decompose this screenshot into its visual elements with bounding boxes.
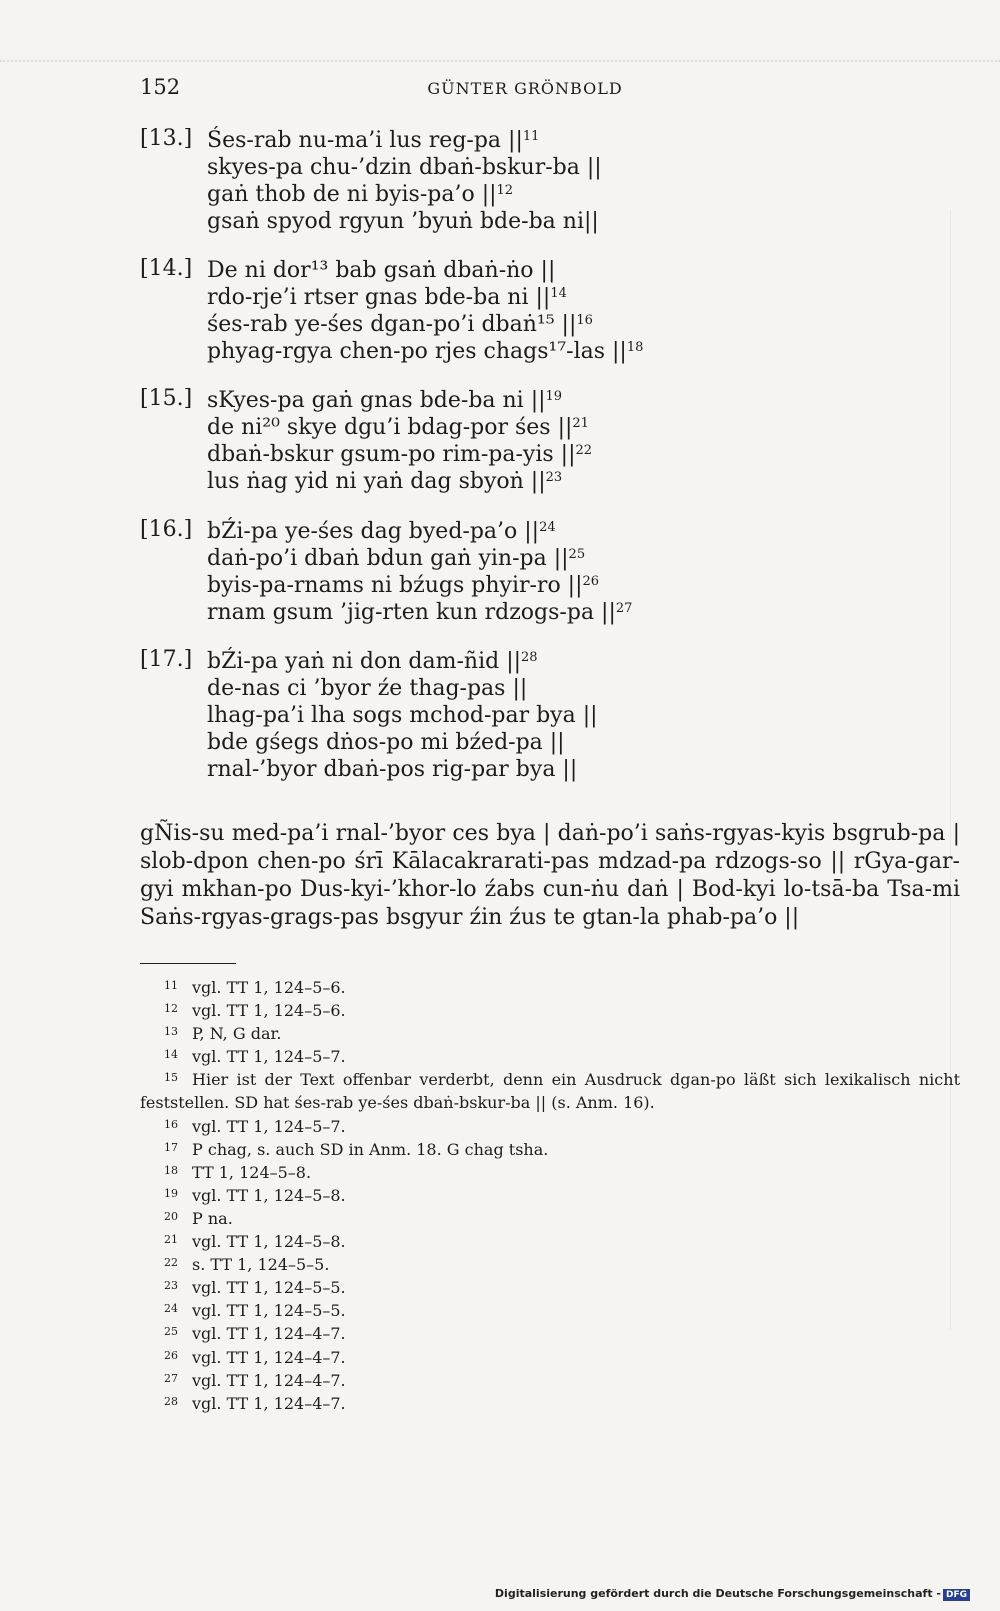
verse-line: sKyes-pa gaṅ gnas bde-ba ni $||^{19}$: [207, 388, 563, 413]
colophon-text: gÑis-su med-pa’i rnal-’byor ces bya | daṅ-po’i saṅs-rgyas-kyis bsgrub-pa | slob-dpon chen-po śrī Kālacakrarati-pas mdzad-pa rdzogs-so || rGya-gar-gyi mkhan-po Dus-kyi-’khor-lo źabs cun-ṅu daṅ | Bod-kyi lo-tsā-ba Tsa-mi Saṅs-rgyas-grags-pas bsgyur źin źus te gtan-la phab-pa’o ||: [140, 821, 960, 930]
footnote: 24 vgl. TT 1, 124–5–5.: [164, 1301, 346, 1321]
stanza-number: [13.]: [140, 126, 193, 151]
verse-line: daṅ-po’i dbaṅ bdun gaṅ yin-pa $||^{25}$: [207, 546, 586, 571]
running-head-author: GÜNTER GRÖNBOLD: [427, 79, 623, 98]
footnote: 11 vgl. TT 1, 124–5–6.: [164, 978, 346, 997]
dfg-logo-icon: DFG: [943, 1589, 970, 1601]
colophon-paragraph: [140, 820, 960, 932]
verse-line: lhag-pa’i lha sogs mchod-par bya ||: [207, 703, 598, 728]
verse-line: de ni²⁰ skye dgu’i bdag-por śes $||^{21}$: [207, 415, 589, 440]
verse-line: dbaṅ-bskur gsum-po rim-pa-yis $||^{22}$: [207, 442, 593, 467]
footnote: 17 P chag, s. auch SD in Anm. 18. G chag tsha.: [164, 1139, 549, 1159]
verse-line: bŹi-pa ye-śes dag byed-pa’o $||^{24}$: [207, 519, 556, 544]
footnote-rule: [140, 963, 236, 964]
footnote: 16 vgl. TT 1, 124–5–7.: [164, 1116, 346, 1136]
footnote: 14 vgl. TT 1, 124–5–7.: [164, 1047, 346, 1067]
footnote: 27 vgl. TT 1, 124–4–7.: [164, 1370, 346, 1390]
page-number: 152: [140, 75, 181, 99]
stanza-number: [14.]: [140, 256, 193, 281]
footnote: 22 s. TT 1, 124–5–5.: [164, 1255, 330, 1275]
verse-line: bde gśegs dṅos-po mi bźed-pa ||: [207, 730, 565, 755]
stanza-number: [16.]: [140, 517, 193, 542]
footnotes: [140, 976, 960, 1415]
verse-line: skyes-pa chu-’dzin dbaṅ-bskur-ba ||: [207, 155, 602, 180]
stanza-number: [17.]: [140, 647, 193, 672]
scan-dotted-line: [0, 60, 1000, 62]
footnote: 18 TT 1, 124–5–8.: [164, 1162, 312, 1182]
verse-line: De ni dor¹³ bab gsaṅ dbaṅ-ṅo ||: [207, 258, 556, 283]
verse-line: byis-pa-rnams ni bźugs phyir-ro $||^{26}$: [207, 573, 600, 598]
verse-line: lus ṅag yid ni yaṅ dag sbyoṅ $||^{23}$: [207, 469, 563, 494]
footnote: 19 vgl. TT 1, 124–5–8.: [164, 1185, 346, 1205]
footnote: 12 vgl. TT 1, 124–5–6.: [164, 1001, 346, 1021]
digitization-stamp: Digitalisierung gefördert durch die Deutsche Forschungsgemeinschaft - DFG: [495, 1587, 970, 1601]
verse-line: gaṅ thob de ni byis-pa’o $||^{12}$: [207, 182, 514, 207]
footnote: 13 P, N, G dar.: [164, 1024, 282, 1044]
footnote: 23 vgl. TT 1, 124–5–5.: [164, 1278, 346, 1298]
verse-line: śes-rab ye-śes dgan-po’i dbaṅ¹⁵ $||^{16}$: [207, 312, 593, 337]
footnote: 15 Hier ist der Text offenbar verderbt, denn ein Ausdruck dgan-po läßt sich lexikalisch nicht feststellen. SD hat śes-rab ye-śes dbaṅ-bskur-ba || (s. Anm. 16).: [140, 1070, 960, 1113]
verse-line: rnal-’byor dbaṅ-pos rig-par bya ||: [207, 757, 578, 782]
footnote: 28 vgl. TT 1, 124–4–7.: [164, 1393, 346, 1413]
verse-line: bŹi-pa yaṅ ni don dam-ñid $||^{28}$: [207, 649, 538, 674]
footnote: 25 vgl. TT 1, 124–4–7.: [164, 1324, 346, 1344]
verse-line: Śes-rab nu-ma’i lus reg-pa $||^{11}$: [207, 128, 540, 153]
verse-line: gsaṅ spyod rgyun ’byuṅ bde-ba ni||: [207, 209, 599, 234]
verse-line: de-nas ci ’byor źe thag-pas ||: [207, 676, 528, 701]
verse-line: phyag-rgya chen-po rjes chags¹⁷-las $||^{18}$: [207, 339, 644, 364]
stanza-number: [15.]: [140, 386, 193, 411]
verse-line: rdo-rje’i rtser gnas bde-ba ni $||^{14}$: [207, 285, 567, 310]
footnote: 26 vgl. TT 1, 124–4–7.: [164, 1347, 346, 1367]
footnote: 20 P na.: [164, 1208, 233, 1228]
running-head: [140, 75, 910, 105]
footnote: 21 vgl. TT 1, 124–5–8.: [164, 1232, 346, 1252]
verse-line: rnam gsum ’jig-rten kun rdzogs-pa $||^{27}$: [207, 600, 633, 625]
